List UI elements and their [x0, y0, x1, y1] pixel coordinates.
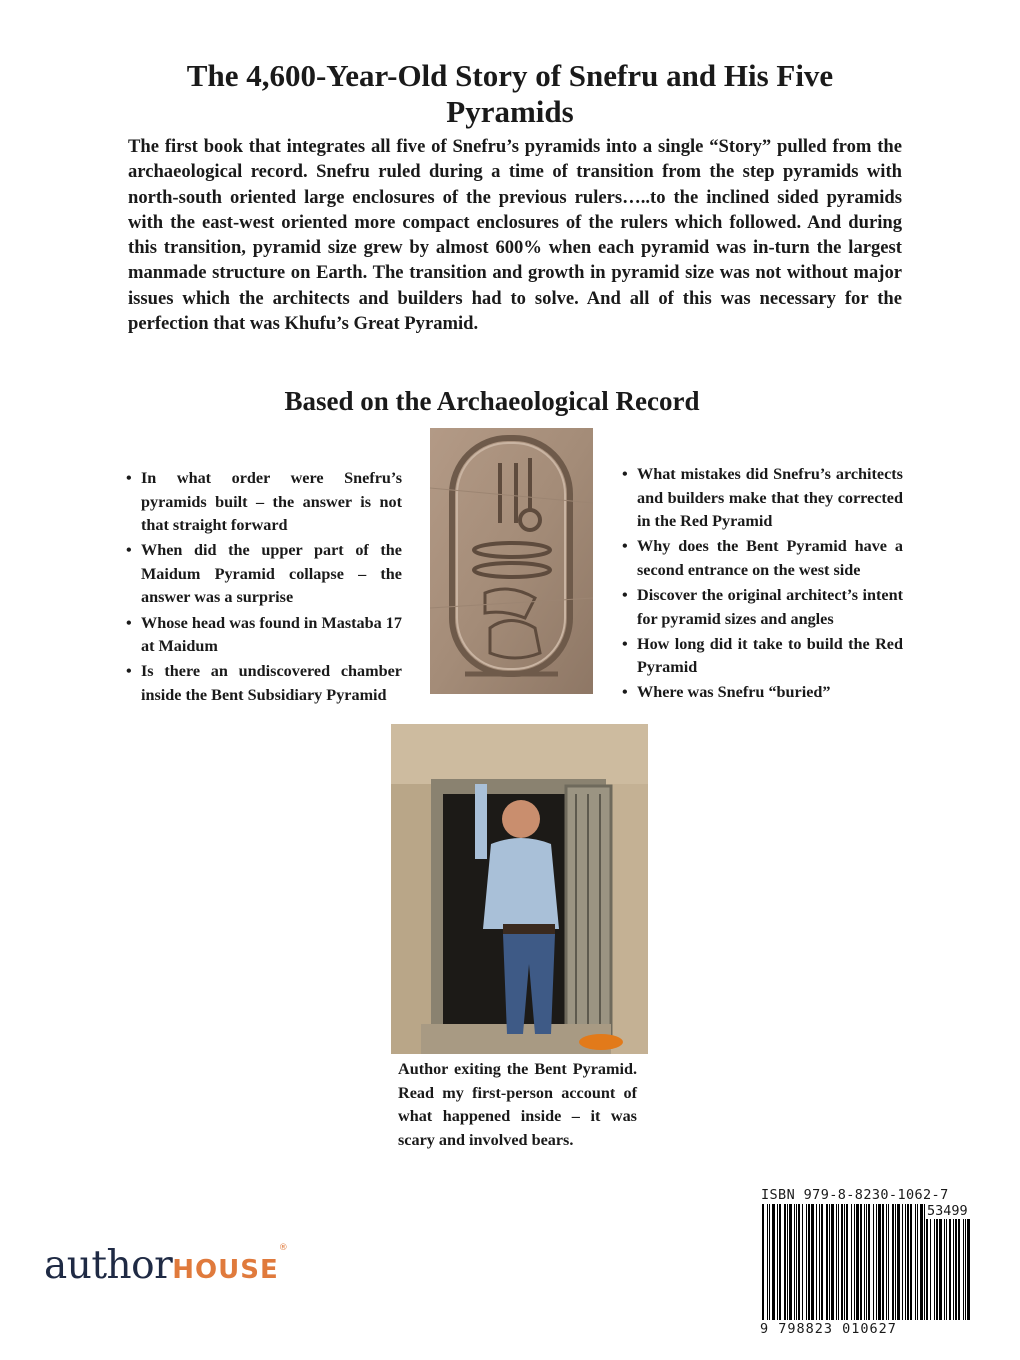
list-item: • What mistakes did Snefru’s architects and builders make that they corrected in the Red Pyramid — [622, 463, 903, 534]
barcode-bar — [917, 1204, 918, 1320]
registered-mark: ® — [278, 1243, 288, 1253]
barcode-bar — [939, 1204, 942, 1320]
barcode-bar — [924, 1204, 925, 1320]
cartouche-photo — [430, 428, 593, 694]
barcode-bar — [844, 1204, 845, 1320]
barcode-bar — [860, 1204, 862, 1320]
barcode-bar — [873, 1204, 874, 1320]
barcode-bar — [878, 1204, 881, 1320]
barcode-bar — [892, 1204, 894, 1320]
publisher-name-part1: author — [44, 1243, 173, 1288]
barcode-bar — [967, 1204, 970, 1320]
photo-caption: Author exiting the Bent Pyramid. Read my first-person account of what happened inside – it was scary and involved bears. — [398, 1060, 637, 1149]
barcode-bar — [963, 1204, 964, 1320]
barcode-bar — [811, 1204, 814, 1320]
barcode-digits: 9 798823 010627 — [760, 1321, 897, 1337]
barcode-bar — [826, 1204, 828, 1320]
barcode-bar — [946, 1204, 947, 1320]
barcode-bar — [851, 1204, 852, 1320]
barcode-bar — [836, 1204, 837, 1320]
barcode-bar — [762, 1204, 764, 1320]
barcode-bar — [767, 1204, 768, 1320]
barcode — [760, 1204, 972, 1336]
barcode-bar — [798, 1204, 800, 1320]
barcode-bar — [915, 1204, 916, 1320]
list-item: • Why does the Bent Pyramid have a second entrance on the west side — [622, 535, 903, 582]
barcode-bar — [907, 1204, 909, 1320]
barcode-bar — [958, 1204, 960, 1320]
book-title: The 4,600-Year-Old Story of Snefru and His Five Pyramids — [186, 58, 834, 129]
right-question-list — [622, 463, 903, 706]
barcode-bar — [784, 1204, 786, 1320]
barcode-bar — [882, 1204, 884, 1320]
barcode-bar — [902, 1204, 903, 1320]
list-item: • How long did it take to build the Red Pyramid — [622, 633, 903, 680]
list-item: • Whose head was found in Mastaba 17 at Maidum — [126, 612, 402, 659]
barcode-bar — [796, 1204, 797, 1320]
publisher-name-part2: HOUSE — [172, 1255, 279, 1285]
barcode-bar — [876, 1204, 877, 1320]
barcode-bar — [816, 1204, 817, 1320]
barcode-bar — [895, 1204, 896, 1320]
barcode-bar — [777, 1204, 778, 1320]
barcode-bar — [905, 1204, 906, 1320]
barcode-bar — [868, 1204, 870, 1320]
barcode-bar — [930, 1204, 931, 1320]
left-question-list — [126, 467, 402, 709]
barcode-bar — [864, 1204, 865, 1320]
isbn-text: ISBN 979-8-8230-1062-7 — [761, 1187, 949, 1203]
barcode-bar — [779, 1204, 781, 1320]
barcode-bar — [944, 1204, 945, 1320]
barcode-bar — [949, 1204, 951, 1320]
barcode-bar — [910, 1204, 912, 1320]
barcode-bar — [888, 1204, 889, 1320]
barcode-bar — [920, 1204, 923, 1320]
list-item: • In what order were Snefru’s pyramids built – the answer is not that straight forward — [126, 467, 402, 538]
barcode-bar — [829, 1204, 830, 1320]
author-photo — [391, 724, 648, 1054]
barcode-bar — [831, 1204, 834, 1320]
barcode-bar — [819, 1204, 820, 1320]
barcode-bar — [789, 1204, 792, 1320]
barcode-bar — [854, 1204, 855, 1320]
barcode-bar — [838, 1204, 839, 1320]
barcode-bar — [802, 1204, 803, 1320]
barcode-bar — [886, 1204, 887, 1320]
intro-paragraph: The first book that integrates all five of Snefru’s pyramids into a single “Story” pulled from the archaeological record. Snefru ruled during a time of transition from the step pyramids with north-south oriented large enclosures of the previous rulers…..to the inclined sided pyramids with the east-west oriented more compact enclosures of the rulers which followed. And during this transition, pyramid size grew by almost 600% when each pyramid was in-turn the largest manmade structure on Earth. The transition and growth in pyramid size was not without major issues which the architects and builders had to solve. And all of this was necessary for the perfection that was Khufu’s Great Pyramid. — [128, 136, 902, 335]
price-code: 53499 — [927, 1203, 968, 1219]
barcode-bar — [866, 1204, 867, 1320]
barcode-bar — [936, 1204, 938, 1320]
barcode-bar — [955, 1204, 957, 1320]
list-item: • Discover the original architect’s intent for pyramid sizes and angles — [622, 584, 903, 631]
barcode-bar — [926, 1204, 928, 1320]
list-item: • Is there an undiscovered chamber inside the Bent Subsidiary Pyramid — [126, 660, 402, 707]
barcode-bar — [841, 1204, 843, 1320]
publisher-logo — [44, 1243, 288, 1288]
barcode-bar — [794, 1204, 795, 1320]
barcode-bar — [897, 1204, 900, 1320]
barcode-bar — [787, 1204, 788, 1320]
barcode-bar — [856, 1204, 859, 1320]
section-heading: Based on the Archaeological Record — [284, 386, 700, 416]
barcode-bar — [806, 1204, 807, 1320]
barcode-bar — [846, 1204, 848, 1320]
barcode-bar — [934, 1204, 935, 1320]
barcode-bar — [808, 1204, 810, 1320]
barcode-bar — [772, 1204, 775, 1320]
barcode-bar — [953, 1204, 954, 1320]
barcode-bar — [965, 1204, 966, 1320]
barcode-bar — [769, 1204, 770, 1320]
barcode-bar — [821, 1204, 823, 1320]
list-item: • Where was Snefru “buried” — [622, 681, 903, 705]
list-item: • When did the upper part of the Maidum Pyramid collapse – the answer was a surprise — [126, 539, 402, 610]
